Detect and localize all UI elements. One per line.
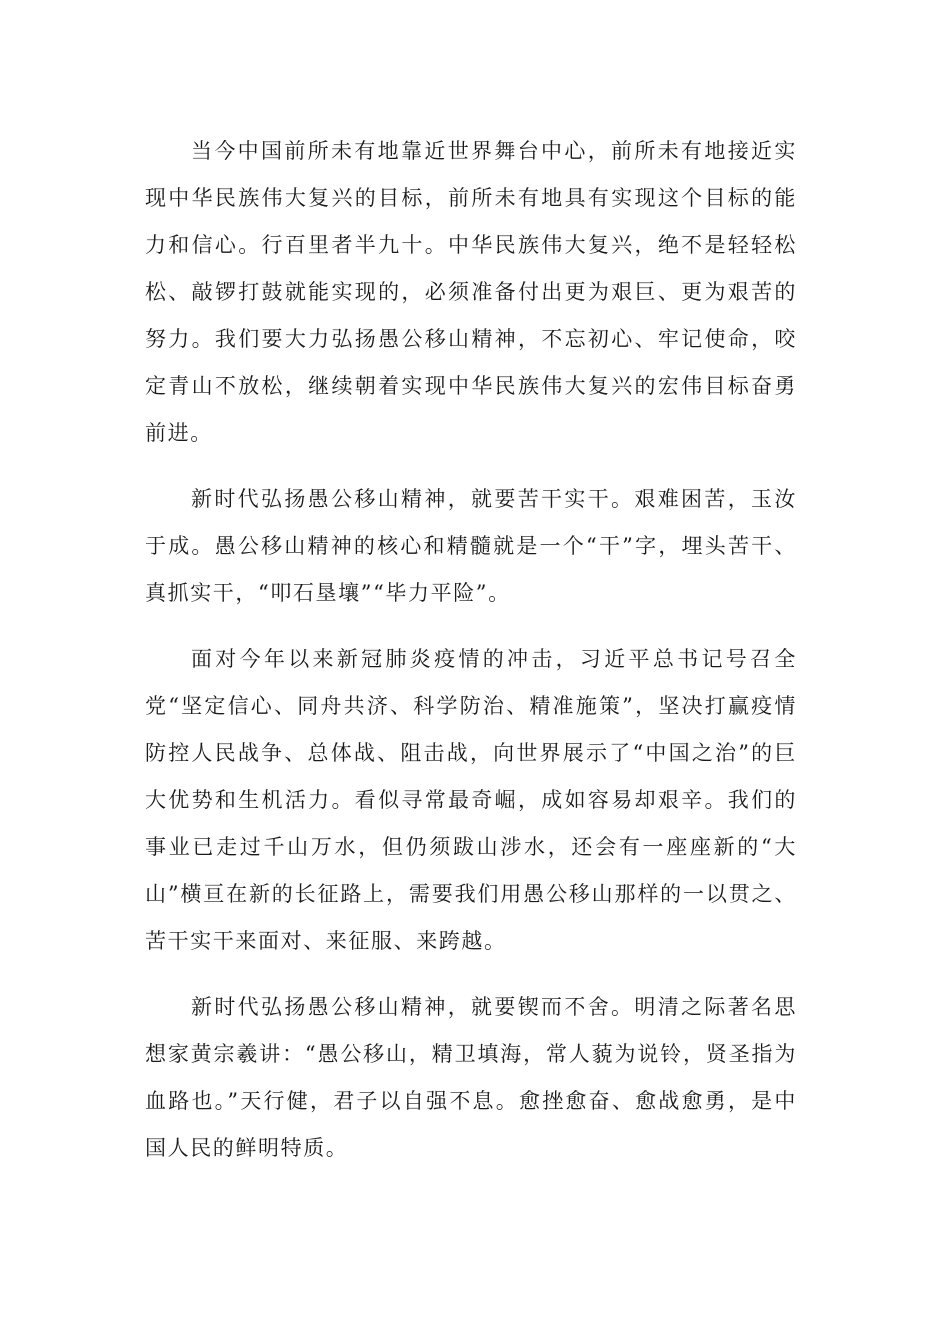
document-body [145,128,797,1191]
paragraph-2: 新时代弘扬愚公移山精神，就要苦干实干。艰难困苦，玉汝于成。愚公移山精神的核心和精髓就是一个“干”字，埋头苦干、真抓实干，“叩石垦壤”“毕力平险”。 [145,487,797,605]
paragraph-4: 新时代弘扬愚公移山精神，就要锲而不舍。明清之际著名思想家黄宗羲讲：“愚公移山，精卫填海，常人藐为说铃，贤圣指为血路也。”天行健，君子以自强不息。愈挫愈奋、愈战愈勇，是中国人民的鲜明特质。 [145,995,797,1160]
paragraph-1: 当今中国前所未有地靠近世界舞台中心，前所未有地接近实现中华民族伟大复兴的目标，前所未有地具有实现这个目标的能力和信心。行百里者半九十。中华民族伟大复兴，绝不是轻轻松松、敲锣打鼓就能实现的，必须准备付出更为艰巨、更为艰苦的努力。我们要大力弘扬愚公移山精神，不忘初心、牢记使命，咬定青山不放松，继续朝着实现中华民族伟大复兴的宏伟目标奋勇前进。 [145,139,797,445]
paragraph-3: 面对今年以来新冠肺炎疫情的冲击，习近平总书记号召全党“坚定信心、同舟共济、科学防治、精准施策”，坚决打赢疫情防控人民战争、总体战、阻击战，向世界展示了“中国之治”的巨大优势和生机活力。看似寻常最奇崛，成如容易却艰辛。我们的事业已走过千山万水，但仍须跋山涉水，还会有一座座新的“大山”横亘在新的长征路上，需要我们用愚公移山那样的一以贯之、苦干实干来面对、来征服、来跨越。 [145,647,797,953]
